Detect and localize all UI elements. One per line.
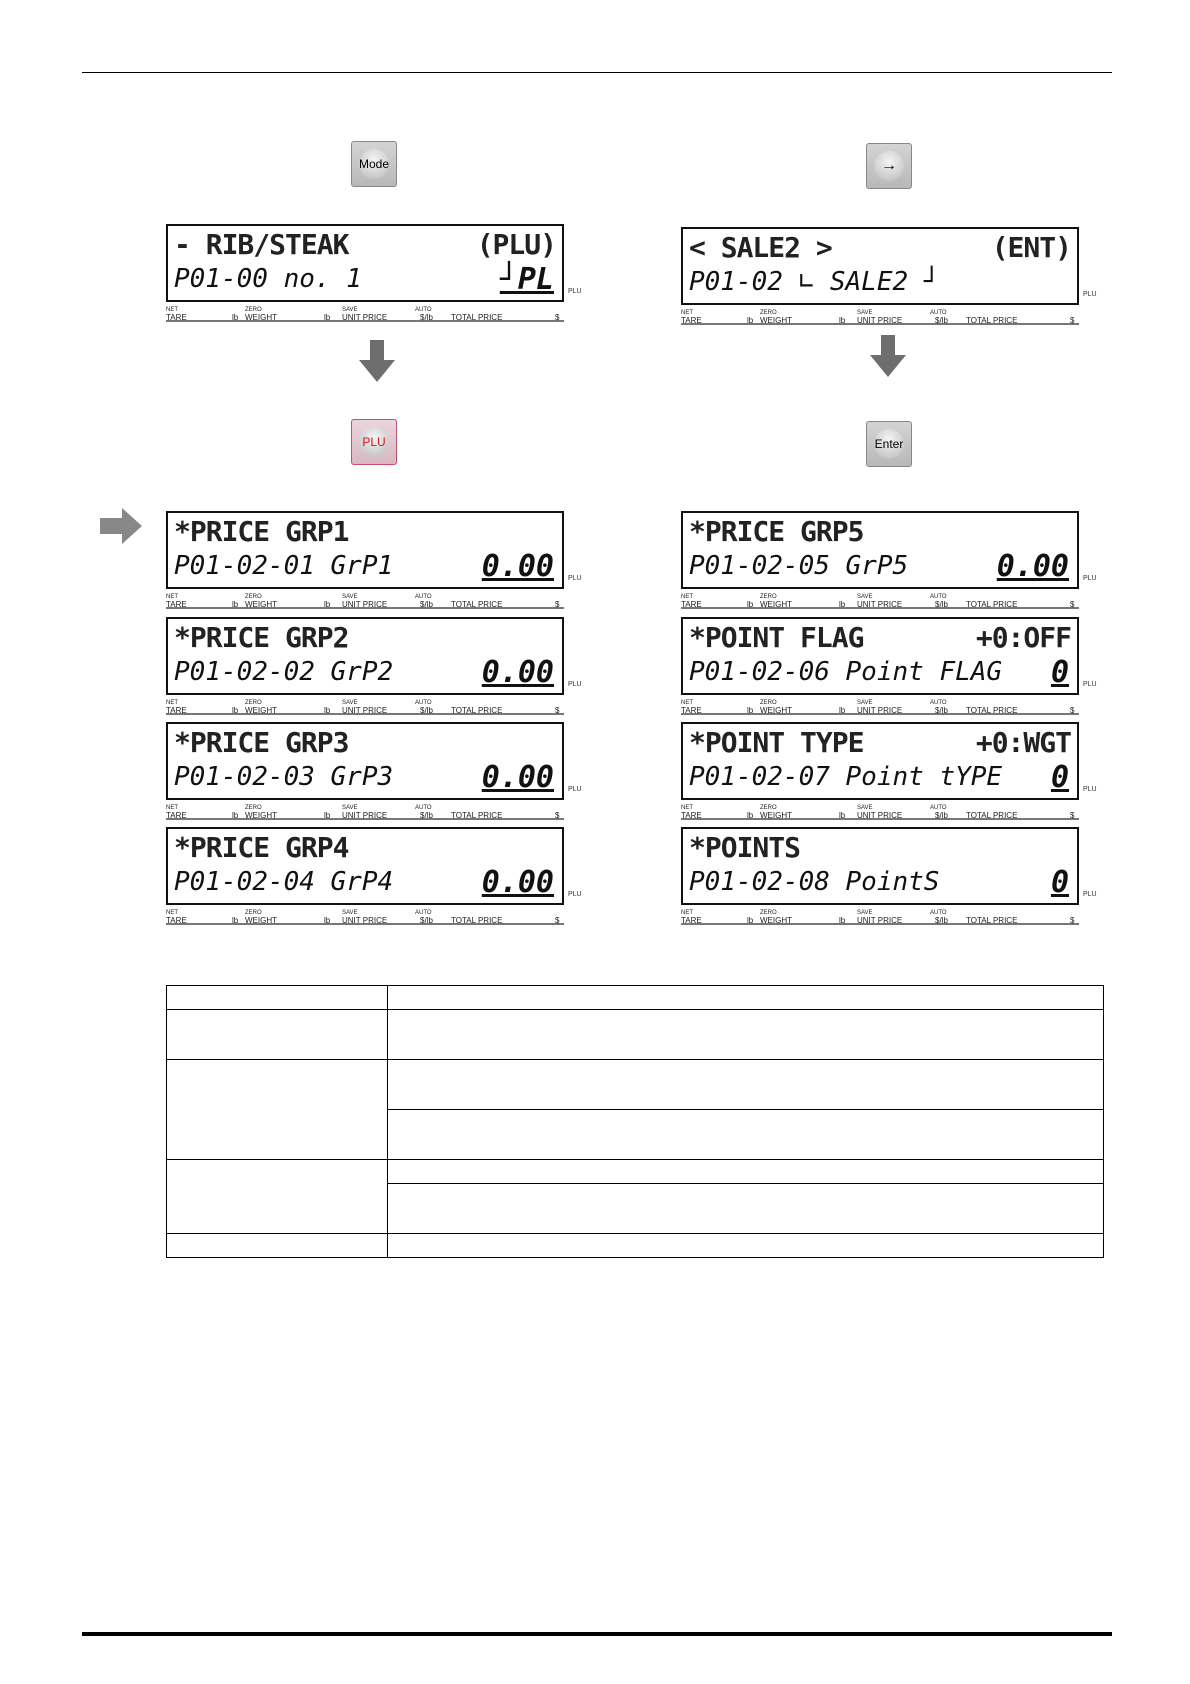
legend-unit-price: UNIT PRICE (857, 706, 903, 715)
lcd-display (166, 722, 582, 820)
legend-tare: TARE (681, 811, 702, 820)
header-rule (82, 72, 1112, 73)
lcd-line1: *PRICE GRP1 (174, 515, 349, 548)
lcd-screen (166, 224, 564, 302)
legend-weight: WEIGHT (760, 811, 792, 820)
legend-auto: AUTO (930, 805, 947, 811)
lcd-line1: - RIB/STEAK (174, 228, 349, 261)
legend-dollar: $ (1070, 916, 1075, 925)
lcd-line2: P01-00 no. 1 (174, 264, 362, 294)
plu-indicator: PLU (568, 681, 582, 688)
lcd-legend (681, 802, 1079, 820)
legend-save: SAVE (342, 700, 358, 706)
legend-weight: WEIGHT (760, 916, 792, 925)
lcd-display (166, 224, 582, 322)
legend-net: NET (166, 805, 178, 811)
legend-save: SAVE (342, 805, 358, 811)
lcd-value: 0.00 (481, 655, 554, 690)
legend-auto: AUTO (930, 700, 947, 706)
plu-indicator: PLU (568, 288, 582, 295)
enter-key-label: Enter (874, 429, 904, 459)
legend-weight: WEIGHT (245, 706, 277, 715)
table-cell (167, 1160, 388, 1234)
lcd-value: 0 (1050, 865, 1069, 900)
legend-net: NET (166, 700, 178, 706)
legend-net: NET (681, 594, 693, 600)
legend-save: SAVE (857, 700, 873, 706)
legend-zero: ZERO (760, 805, 777, 811)
legend-tare: TARE (166, 811, 187, 820)
legend-zero: ZERO (760, 310, 777, 316)
legend-lb1: lb (232, 600, 239, 609)
table-cell (388, 986, 1104, 1010)
plu-indicator: PLU (568, 575, 582, 582)
lcd-screen (166, 722, 564, 800)
lcd-screen (166, 827, 564, 905)
lcd-value: 0.00 (481, 865, 554, 900)
lcd-line1: *POINT TYPE (689, 726, 864, 759)
table-cell (388, 1234, 1104, 1258)
legend-unit-price: UNIT PRICE (342, 916, 388, 925)
lcd-value: ┘PL (499, 262, 554, 297)
legend-net: NET (681, 700, 693, 706)
legend-weight: WEIGHT (245, 811, 277, 820)
legend-unit-price: UNIT PRICE (857, 600, 903, 609)
legend-dollar: $ (555, 706, 560, 715)
table-cell (167, 986, 388, 1010)
arrow-key[interactable] (866, 143, 912, 189)
lcd-legend (166, 304, 564, 322)
lcd-screen (681, 617, 1079, 695)
legend-lb1: lb (747, 316, 754, 325)
table-cell (167, 1234, 388, 1258)
lcd-line2: P01-02-08 PointS (689, 867, 940, 897)
table-cell (388, 1060, 1104, 1110)
legend-tare: TARE (166, 313, 187, 322)
lcd-display (681, 722, 1097, 820)
legend-save: SAVE (857, 910, 873, 916)
legend-per-lb: $/lb (935, 916, 948, 925)
legend-lb2: lb (839, 316, 846, 325)
legend-dollar: $ (555, 916, 560, 925)
legend-weight: WEIGHT (245, 600, 277, 609)
legend-tare: TARE (166, 600, 187, 609)
lcd-display (681, 227, 1097, 325)
lcd-screen (681, 722, 1079, 800)
table-cell (167, 1060, 388, 1160)
legend-tare: TARE (681, 916, 702, 925)
legend-zero: ZERO (245, 910, 262, 916)
legend-lb1: lb (232, 916, 239, 925)
legend-tare: TARE (681, 600, 702, 609)
legend-per-lb: $/lb (420, 313, 433, 322)
legend-weight: WEIGHT (245, 916, 277, 925)
mode-key[interactable] (351, 141, 397, 187)
lcd-line1: *PRICE GRP4 (174, 831, 349, 864)
legend-zero: ZERO (245, 307, 262, 313)
lcd-line1-status: +0:OFF (975, 621, 1071, 654)
plu-key[interactable] (351, 419, 397, 465)
lcd-screen (681, 511, 1079, 589)
legend-lb2: lb (839, 916, 846, 925)
legend-per-lb: $/lb (420, 811, 433, 820)
right-arrow-icon: → (874, 151, 904, 181)
lcd-line2: P01-02-06 Point FLAG (689, 657, 1003, 687)
legend-total-price: TOTAL PRICE (451, 811, 503, 820)
lcd-line1-status: (ENT) (991, 231, 1071, 264)
legend-lb2: lb (324, 811, 331, 820)
lcd-line2: P01-02-01 GrP1 (174, 551, 394, 581)
legend-auto: AUTO (930, 310, 947, 316)
down-arrow-icon (870, 335, 906, 377)
legend-lb1: lb (747, 706, 754, 715)
legend-auto: AUTO (415, 594, 432, 600)
legend-lb2: lb (839, 600, 846, 609)
lcd-line1: *POINTS (689, 831, 801, 864)
legend-zero: ZERO (760, 594, 777, 600)
plu-key-label: PLU (359, 427, 389, 457)
legend-dollar: $ (555, 600, 560, 609)
legend-dollar: $ (1070, 706, 1075, 715)
legend-lb2: lb (324, 600, 331, 609)
legend-lb1: lb (232, 706, 239, 715)
legend-auto: AUTO (930, 594, 947, 600)
lcd-value: 0 (1050, 760, 1069, 795)
lcd-screen (166, 617, 564, 695)
legend-per-lb: $/lb (420, 916, 433, 925)
legend-per-lb: $/lb (420, 706, 433, 715)
legend-lb1: lb (747, 916, 754, 925)
legend-total-price: TOTAL PRICE (966, 916, 1018, 925)
legend-save: SAVE (857, 805, 873, 811)
legend-lb2: lb (839, 811, 846, 820)
legend-weight: WEIGHT (760, 706, 792, 715)
lcd-line1-status: (PLU) (476, 228, 556, 261)
legend-net: NET (681, 910, 693, 916)
legend-weight: WEIGHT (245, 313, 277, 322)
lcd-display (166, 511, 582, 609)
lcd-legend (166, 907, 564, 925)
legend-dollar: $ (555, 313, 560, 322)
legend-lb1: lb (232, 313, 239, 322)
lcd-display (166, 617, 582, 715)
lcd-line2: P01-02-02 GrP2 (174, 657, 394, 687)
legend-lb2: lb (324, 313, 331, 322)
table-cell (388, 1010, 1104, 1060)
legend-lb2: lb (839, 706, 846, 715)
mode-key-label: Mode (359, 149, 389, 179)
legend-net: NET (166, 594, 178, 600)
legend-weight: WEIGHT (760, 600, 792, 609)
legend-net: NET (166, 910, 178, 916)
legend-auto: AUTO (415, 307, 432, 313)
lcd-line2: P01-02-04 GrP4 (174, 867, 394, 897)
lcd-line1: *PRICE GRP3 (174, 726, 349, 759)
legend-lb1: lb (232, 811, 239, 820)
legend-unit-price: UNIT PRICE (342, 706, 388, 715)
plu-indicator: PLU (1083, 786, 1097, 793)
lcd-screen (166, 511, 564, 589)
legend-zero: ZERO (760, 910, 777, 916)
legend-auto: AUTO (415, 910, 432, 916)
legend-dollar: $ (1070, 600, 1075, 609)
table-cell (388, 1184, 1104, 1234)
plu-indicator: PLU (568, 891, 582, 898)
table-cell (388, 1110, 1104, 1160)
legend-unit-price: UNIT PRICE (857, 316, 903, 325)
legend-total-price: TOTAL PRICE (966, 706, 1018, 715)
legend-unit-price: UNIT PRICE (342, 811, 388, 820)
legend-net: NET (681, 805, 693, 811)
lcd-line1-status: +0:WGT (975, 726, 1071, 759)
legend-save: SAVE (342, 594, 358, 600)
footer-rule (82, 1632, 1112, 1636)
legend-total-price: TOTAL PRICE (451, 916, 503, 925)
pointer-arrow-icon (100, 508, 142, 544)
legend-tare: TARE (166, 706, 187, 715)
lcd-legend (166, 697, 564, 715)
lcd-legend (681, 697, 1079, 715)
legend-zero: ZERO (245, 805, 262, 811)
legend-auto: AUTO (930, 910, 947, 916)
legend-lb2: lb (324, 916, 331, 925)
legend-tare: TARE (681, 316, 702, 325)
legend-zero: ZERO (245, 594, 262, 600)
lcd-line1: < SALE2 > (689, 231, 832, 264)
lcd-value: 0.00 (481, 549, 554, 584)
lcd-value: 0.00 (481, 760, 554, 795)
legend-unit-price: UNIT PRICE (857, 811, 903, 820)
enter-key[interactable] (866, 421, 912, 467)
lcd-legend (166, 591, 564, 609)
down-arrow-icon (359, 340, 395, 382)
lcd-screen (681, 227, 1079, 305)
legend-per-lb: $/lb (420, 600, 433, 609)
legend-auto: AUTO (415, 805, 432, 811)
table-cell (388, 1160, 1104, 1184)
legend-total-price: TOTAL PRICE (451, 600, 503, 609)
lcd-legend (681, 307, 1079, 325)
lcd-display (166, 827, 582, 925)
lcd-display (681, 511, 1097, 609)
lcd-line2: P01-02 ∟ SALE2 ┘ (689, 267, 940, 297)
lcd-line2: P01-02-05 GrP5 (689, 551, 909, 581)
legend-dollar: $ (555, 811, 560, 820)
legend-net: NET (681, 310, 693, 316)
plu-indicator: PLU (1083, 891, 1097, 898)
legend-per-lb: $/lb (935, 811, 948, 820)
lcd-value: 0 (1050, 655, 1069, 690)
legend-save: SAVE (342, 307, 358, 313)
legend-per-lb: $/lb (935, 706, 948, 715)
lcd-value: 0.00 (996, 549, 1069, 584)
legend-zero: ZERO (245, 700, 262, 706)
legend-total-price: TOTAL PRICE (966, 316, 1018, 325)
lcd-line2: P01-02-07 Point tYPE (689, 762, 1003, 792)
legend-lb1: lb (747, 600, 754, 609)
legend-total-price: TOTAL PRICE (966, 600, 1018, 609)
legend-dollar: $ (1070, 811, 1075, 820)
legend-per-lb: $/lb (935, 600, 948, 609)
plu-indicator: PLU (1083, 681, 1097, 688)
legend-per-lb: $/lb (935, 316, 948, 325)
legend-unit-price: UNIT PRICE (342, 600, 388, 609)
lcd-legend (166, 802, 564, 820)
legend-dollar: $ (1070, 316, 1075, 325)
legend-auto: AUTO (415, 700, 432, 706)
legend-save: SAVE (342, 910, 358, 916)
legend-net: NET (166, 307, 178, 313)
lcd-legend (681, 591, 1079, 609)
legend-total-price: TOTAL PRICE (451, 313, 503, 322)
lcd-line1: *PRICE GRP2 (174, 621, 349, 654)
lcd-line1: *POINT FLAG (689, 621, 864, 654)
settings-table (166, 985, 1104, 1258)
lcd-display (681, 617, 1097, 715)
lcd-line2: P01-02-03 GrP3 (174, 762, 394, 792)
legend-unit-price: UNIT PRICE (857, 916, 903, 925)
legend-total-price: TOTAL PRICE (451, 706, 503, 715)
legend-save: SAVE (857, 594, 873, 600)
lcd-display (681, 827, 1097, 925)
legend-lb2: lb (324, 706, 331, 715)
plu-indicator: PLU (568, 786, 582, 793)
table-cell (167, 1010, 388, 1060)
legend-weight: WEIGHT (760, 316, 792, 325)
plu-indicator: PLU (1083, 291, 1097, 298)
legend-total-price: TOTAL PRICE (966, 811, 1018, 820)
lcd-screen (681, 827, 1079, 905)
legend-unit-price: UNIT PRICE (342, 313, 388, 322)
legend-tare: TARE (681, 706, 702, 715)
lcd-line1: *PRICE GRP5 (689, 515, 864, 548)
legend-save: SAVE (857, 310, 873, 316)
legend-zero: ZERO (760, 700, 777, 706)
plu-indicator: PLU (1083, 575, 1097, 582)
legend-tare: TARE (166, 916, 187, 925)
lcd-legend (681, 907, 1079, 925)
legend-lb1: lb (747, 811, 754, 820)
